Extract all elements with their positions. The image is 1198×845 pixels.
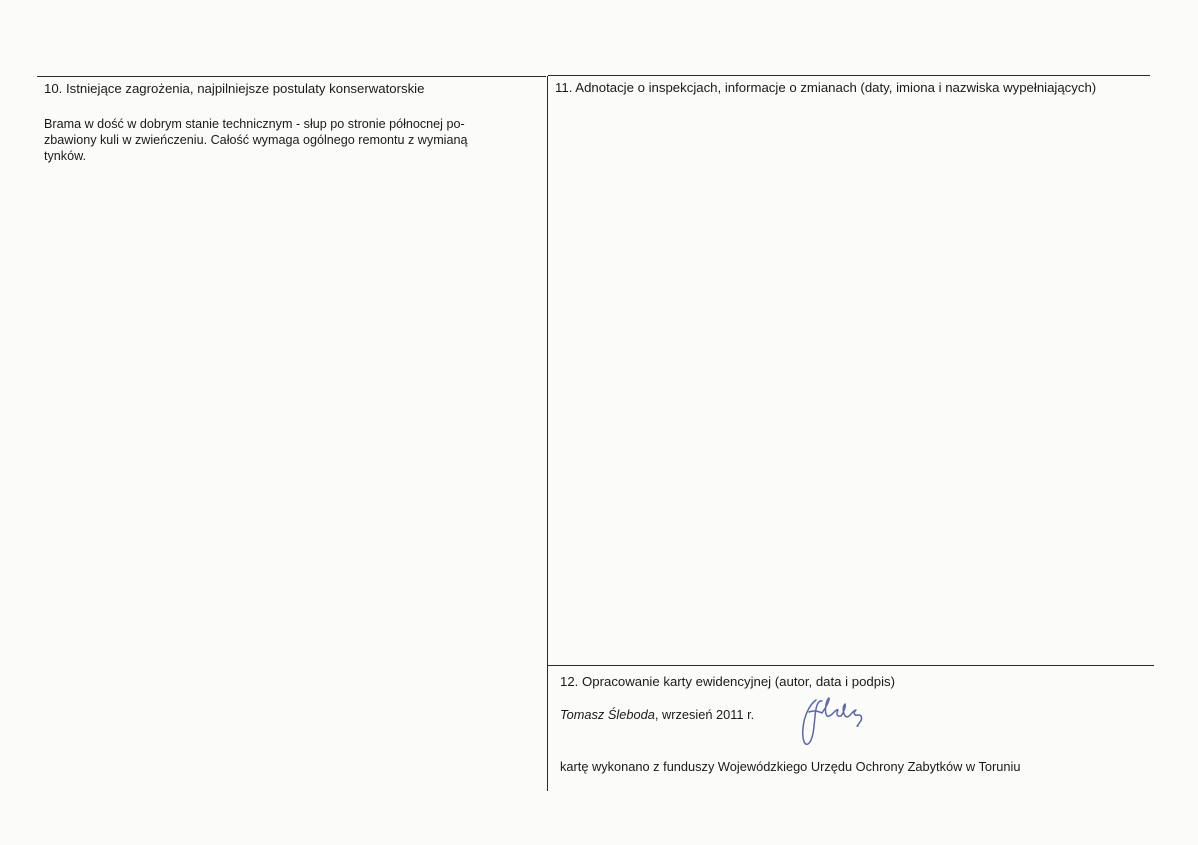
- section12-heading: 12. Opracowanie karty ewidencyjnej (autor, data i podpis): [560, 674, 895, 689]
- section11-heading: 11. Adnotacje o inspekcjach, informacje o zmianach (daty, imiona i nazwiska wypełniających): [555, 80, 1097, 95]
- column-divider: [547, 76, 548, 791]
- section10-heading: 10. Istniejące zagrożenia, najpilniejsze postulaty konserwatorskie: [44, 81, 425, 96]
- top-rule-right: [548, 75, 1150, 76]
- author-name: Tomasz Śleboda: [560, 707, 655, 722]
- section12-rule: [548, 665, 1154, 666]
- author-date: , wrzesień 2011 r.: [654, 707, 755, 722]
- section10-text-line: tynków.: [44, 149, 86, 163]
- section10-text-line: zbawiony kuli w zwieńczeniu. Całość wymaga ogólnego remontu z wymianą: [44, 133, 468, 147]
- top-rule-left: [37, 76, 546, 77]
- author-line: [560, 707, 754, 723]
- funding-note: kartę wykonano z funduszy Wojewódzkiego Urzędu Ochrony Zabytków w Toruniu: [560, 759, 1021, 774]
- section10-text: [44, 116, 468, 164]
- handwritten-signature: [782, 692, 882, 752]
- section10-text-line: Brama w dość w dobrym stanie technicznym - słup po stronie północnej po-: [44, 117, 465, 131]
